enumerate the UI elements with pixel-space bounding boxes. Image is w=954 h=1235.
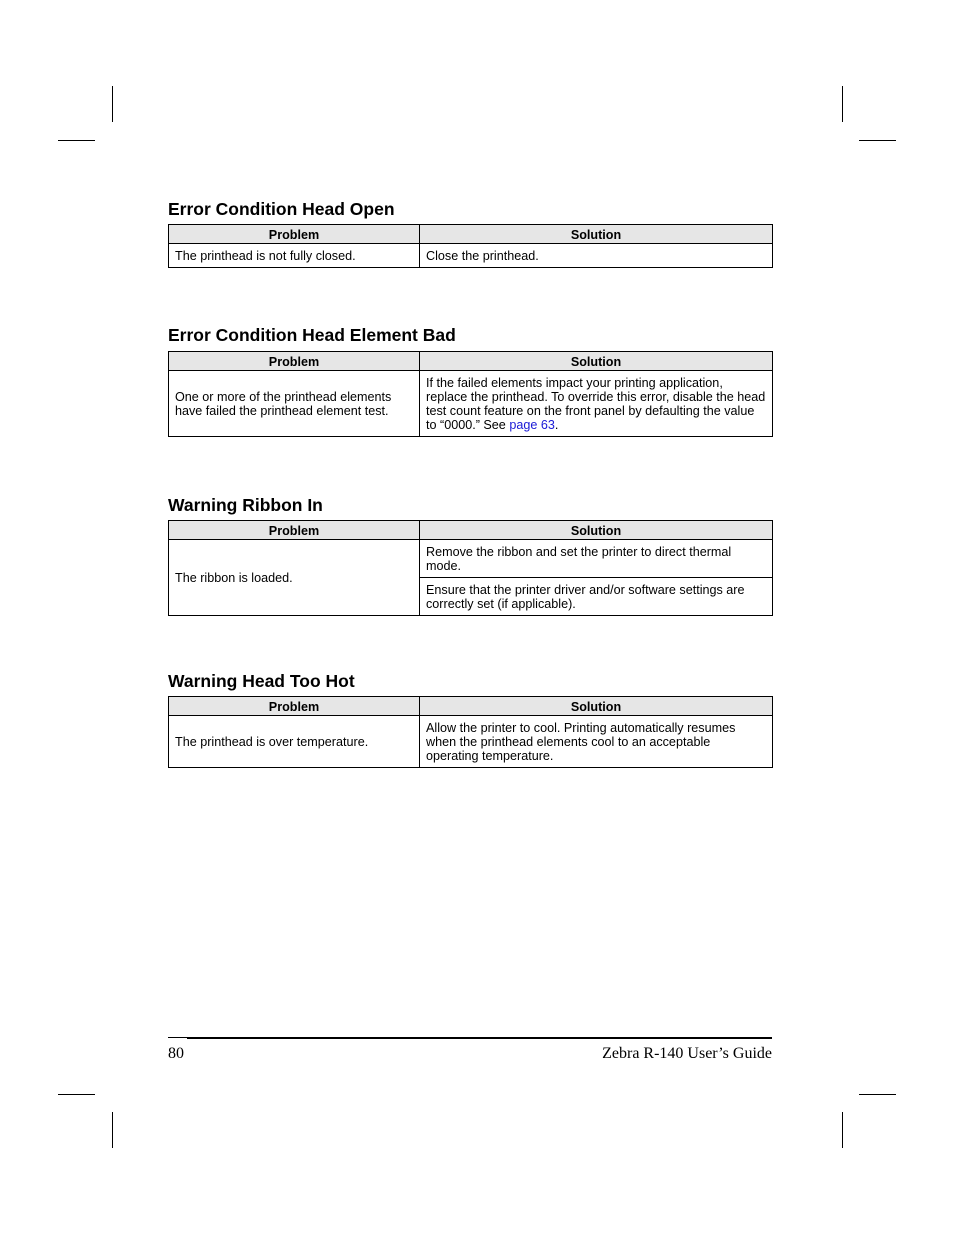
crop-mark (112, 86, 113, 122)
solution-cell: Allow the printer to cool. Printing automatically resumes when the printhead elements cool to an acceptable operating temperature. (420, 716, 773, 768)
column-header-solution: Solution (420, 521, 773, 540)
crop-mark (842, 1112, 843, 1148)
troubleshooting-table (168, 351, 773, 437)
section-head-element-bad (168, 325, 772, 437)
troubleshooting-table (168, 224, 773, 268)
column-header-solution: Solution (420, 697, 773, 716)
page-link[interactable]: page 63 (509, 418, 555, 432)
crop-mark (112, 1112, 113, 1148)
crop-mark (58, 1094, 95, 1095)
section-head-open (168, 199, 772, 268)
problem-cell: The ribbon is loaded. (169, 540, 420, 616)
table-row (169, 716, 773, 768)
column-header-solution: Solution (420, 352, 773, 371)
table-row (169, 244, 773, 268)
crop-mark (859, 140, 896, 141)
problem-cell: The printhead is over temperature. (169, 716, 420, 768)
crop-mark (842, 86, 843, 122)
table-row (169, 540, 773, 578)
table-row (169, 371, 773, 437)
column-header-problem: Problem (169, 697, 420, 716)
page-number: 80 (168, 1045, 184, 1062)
solution-cell (420, 371, 773, 437)
footer-rule (187, 1038, 772, 1039)
section-ribbon-in (168, 495, 772, 616)
problem-cell: The printhead is not fully closed. (169, 244, 420, 268)
section-head-too-hot (168, 671, 772, 768)
solution-text: If the failed elements impact your printing application, replace the printhead. To override this error, disable the head test count feature on the front panel by defaulting the value to “0000.” See (426, 376, 766, 432)
column-header-problem: Problem (169, 225, 420, 244)
solution-text-end: . (554, 418, 559, 432)
problem-cell: One or more of the printhead elements have failed the printhead element test. (169, 371, 420, 437)
troubleshooting-table (168, 696, 773, 768)
section-heading: Error Condition Head Open (168, 199, 395, 219)
crop-mark (859, 1094, 896, 1095)
guide-title: Zebra R-140 User’s Guide (602, 1045, 772, 1062)
column-header-problem: Problem (169, 521, 420, 540)
crop-mark (58, 140, 95, 141)
troubleshooting-table (168, 520, 773, 616)
page-footer (168, 1045, 772, 1067)
column-header-problem: Problem (169, 352, 420, 371)
solution-cell: Remove the ribbon and set the printer to direct thermal mode. (420, 540, 773, 578)
solution-cell: Close the printhead. (420, 244, 773, 268)
solution-cell: Ensure that the printer driver and/or software settings are correctly set (if applicable). (420, 578, 773, 616)
column-header-solution: Solution (420, 225, 773, 244)
section-heading: Warning Head Too Hot (168, 671, 355, 691)
section-heading: Warning Ribbon In (168, 495, 323, 515)
section-heading: Error Condition Head Element Bad (168, 325, 456, 345)
